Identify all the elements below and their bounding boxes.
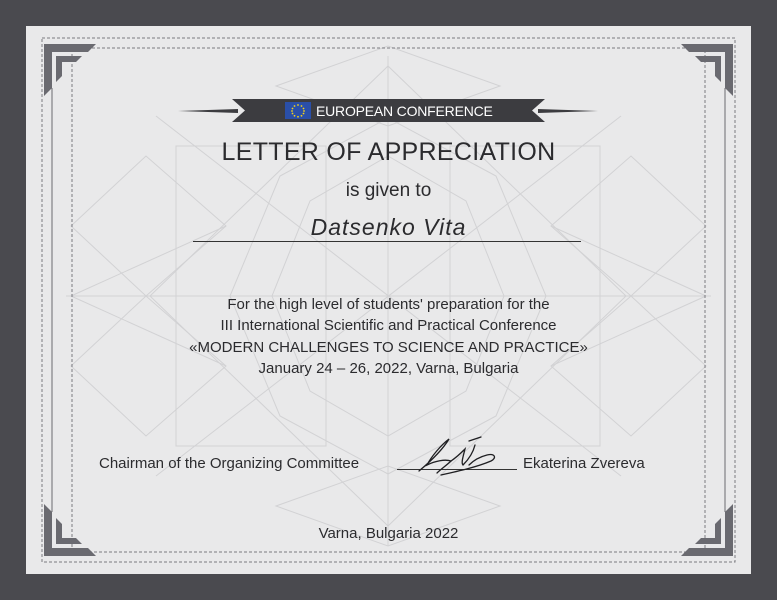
body-line-3: «MODERN CHALLENGES TO SCIENCE AND PRACTICE» [189,339,588,356]
ribbon-label: EUROPEAN CONFERENCE [316,103,493,119]
certificate-sheet [26,26,751,574]
recipient-underline [193,241,581,242]
given-to-text: is given to [345,180,432,201]
signatory-role: Chairman of the Organizing Committee [99,455,360,472]
eu-flag-icon [285,102,311,119]
footer-place-year: Varna, Bulgaria 2022 [318,525,459,542]
body-line-4: January 24 – 26, 2022, Varna, Bulgaria [258,360,519,377]
certificate-title: LETTER OF APPRECIATION [221,138,556,166]
signatory-name: Ekaterina Zvereva [523,455,645,472]
handwritten-signature [411,431,501,479]
recipient-name: Datsenko Vita [310,214,467,240]
body-line-1: For the high level of students' preparation for the [227,296,550,313]
body-line-2: III International Scientific and Practical Conference [220,317,557,334]
